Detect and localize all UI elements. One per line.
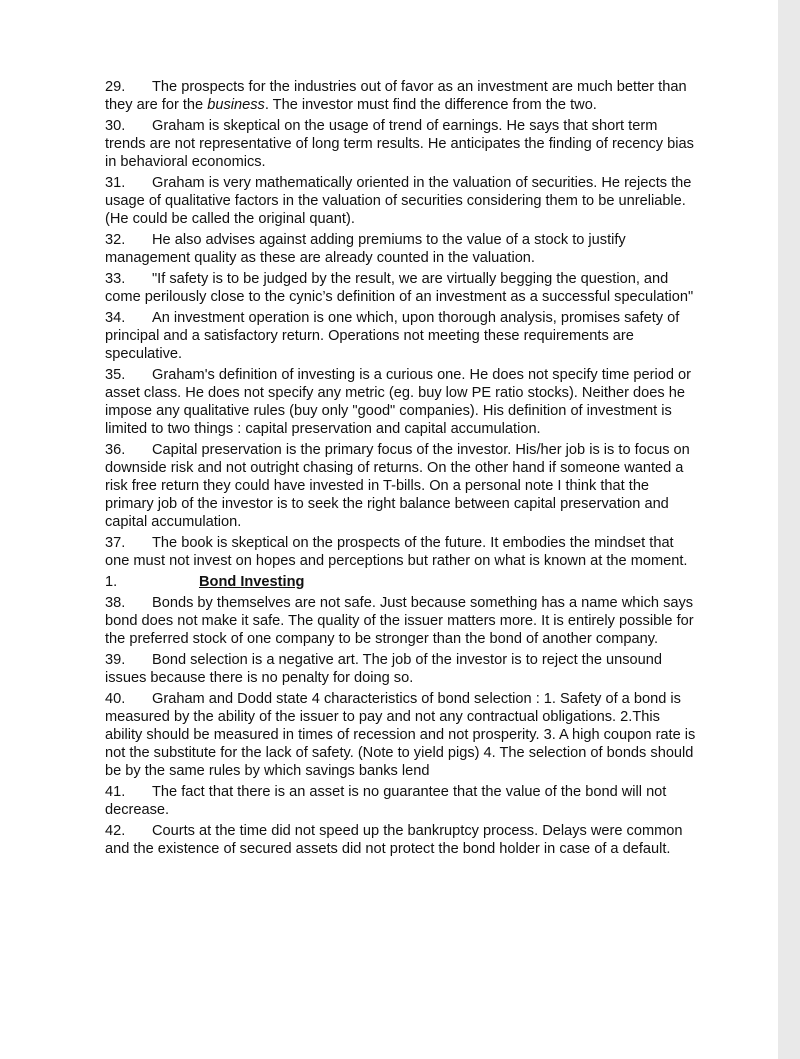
section-title: Bond Investing	[199, 574, 305, 590]
item-number: 34.	[105, 310, 126, 326]
item-number: 39.	[105, 652, 126, 668]
item-text: An investment operation is one which, upon thorough analysis, promises safety of principal and a satisfactory return. Operations not meeting these requirements are speculative.	[105, 310, 680, 362]
list-item	[105, 174, 697, 228]
item-text: Courts at the time did not speed up the bankruptcy process. Delays were common and the existence of secured assets did not protect the bond holder in case of a default.	[105, 823, 683, 857]
list-item	[105, 534, 697, 570]
item-text: "If safety is to be judged by the result, we are virtually begging the question, and come perilously close to the cynic’s definition of an investment as a successful speculation"	[105, 271, 694, 305]
item-text: The fact that there is an asset is no guarantee that the value of the bond will not decrease.	[105, 784, 667, 818]
item-text: Capital preservation is the primary focus of the investor. His/her job is is to focus on downside risk and not outright chasing of returns. On the other hand if someone wanted a risk free return they could have invested in T-bills. On a personal note I think that the primary job of the investor is to seek the right balance between capital preservation and capital accumulation.	[105, 442, 690, 530]
list-item	[105, 822, 697, 858]
item-number: 35.	[105, 367, 126, 383]
section-number: 1.	[105, 574, 118, 590]
page-edge	[778, 0, 800, 1059]
item-text: He also advises against adding premiums to the value of a stock to justify management quality as these are already counted in the valuation.	[105, 232, 626, 266]
item-number: 42.	[105, 823, 126, 839]
item-text: . The investor must find the difference from the two.	[264, 97, 597, 113]
item-number: 41.	[105, 784, 126, 800]
numbered-list-bonds	[105, 594, 697, 858]
item-text: Graham and Dodd state 4 characteristics of bond selection : 1. Safety of a bond is measured by the ability of the issuer to pay and not any contractual obligations. 2.This ability should be measured in times of recession and not prosperity. 3. A high coupon rate is not the substitute for the lack of safety. (Note to yield pigs) 4. The selection of bonds should be by the same rules by which savings banks lend	[105, 691, 696, 779]
item-text: The book is skeptical on the prospects of the future. It embodies the mindset that one must not invest on hopes and perceptions but rather on what is known at the moment.	[105, 535, 688, 569]
list-item	[105, 78, 697, 114]
item-text: Bond selection is a negative art. The job of the investor is to reject the unsound issues because there is no penalty for doing so.	[105, 652, 663, 686]
item-text: Graham is very mathematically oriented in the valuation of securities. He rejects the usage of qualitative factors in the valuation of securities considering them to be unreliable. (He could be called the original quant).	[105, 175, 692, 227]
list-item	[105, 117, 697, 171]
item-text: business	[207, 97, 265, 113]
item-number: 40.	[105, 691, 126, 707]
item-number: 36.	[105, 442, 126, 458]
item-number: 29.	[105, 79, 126, 95]
item-text: Graham is skeptical on the usage of trend of earnings. He says that short term trends are not representative of long term results. He anticipates the finding of recency bias in behavioral economics.	[105, 118, 694, 170]
document-body	[105, 78, 697, 861]
item-number: 31.	[105, 175, 126, 191]
item-number: 32.	[105, 232, 126, 248]
list-item	[105, 366, 697, 438]
section-heading	[105, 573, 697, 591]
list-item	[105, 441, 697, 531]
list-item	[105, 231, 697, 267]
item-number: 37.	[105, 535, 126, 551]
list-item	[105, 309, 697, 363]
item-number: 30.	[105, 118, 126, 134]
item-text: Bonds by themselves are not safe. Just because something has a name which says bond does not make it safe. The quality of the issuer matters more. It is entirely possible for the preferred stock of one company to be stronger than the bond of another company.	[105, 595, 694, 647]
list-item	[105, 270, 697, 306]
item-number: 38.	[105, 595, 126, 611]
numbered-list-notes	[105, 78, 697, 570]
list-item	[105, 651, 697, 687]
list-item	[105, 594, 697, 648]
item-number: 33.	[105, 271, 126, 287]
list-item	[105, 690, 697, 780]
list-item	[105, 783, 697, 819]
item-text: The prospects for the industries out of favor as an investment are much better than they are for the	[105, 79, 687, 113]
item-text: Graham's definition of investing is a curious one. He does not specify time period or asset class. He does not specify any metric (eg. buy low PE ratio stocks). Neither does he impose any qualitative rules (buy only "good" companies). His definition of investment is limited to two things : capital preservation and capital accumulation.	[105, 367, 691, 437]
